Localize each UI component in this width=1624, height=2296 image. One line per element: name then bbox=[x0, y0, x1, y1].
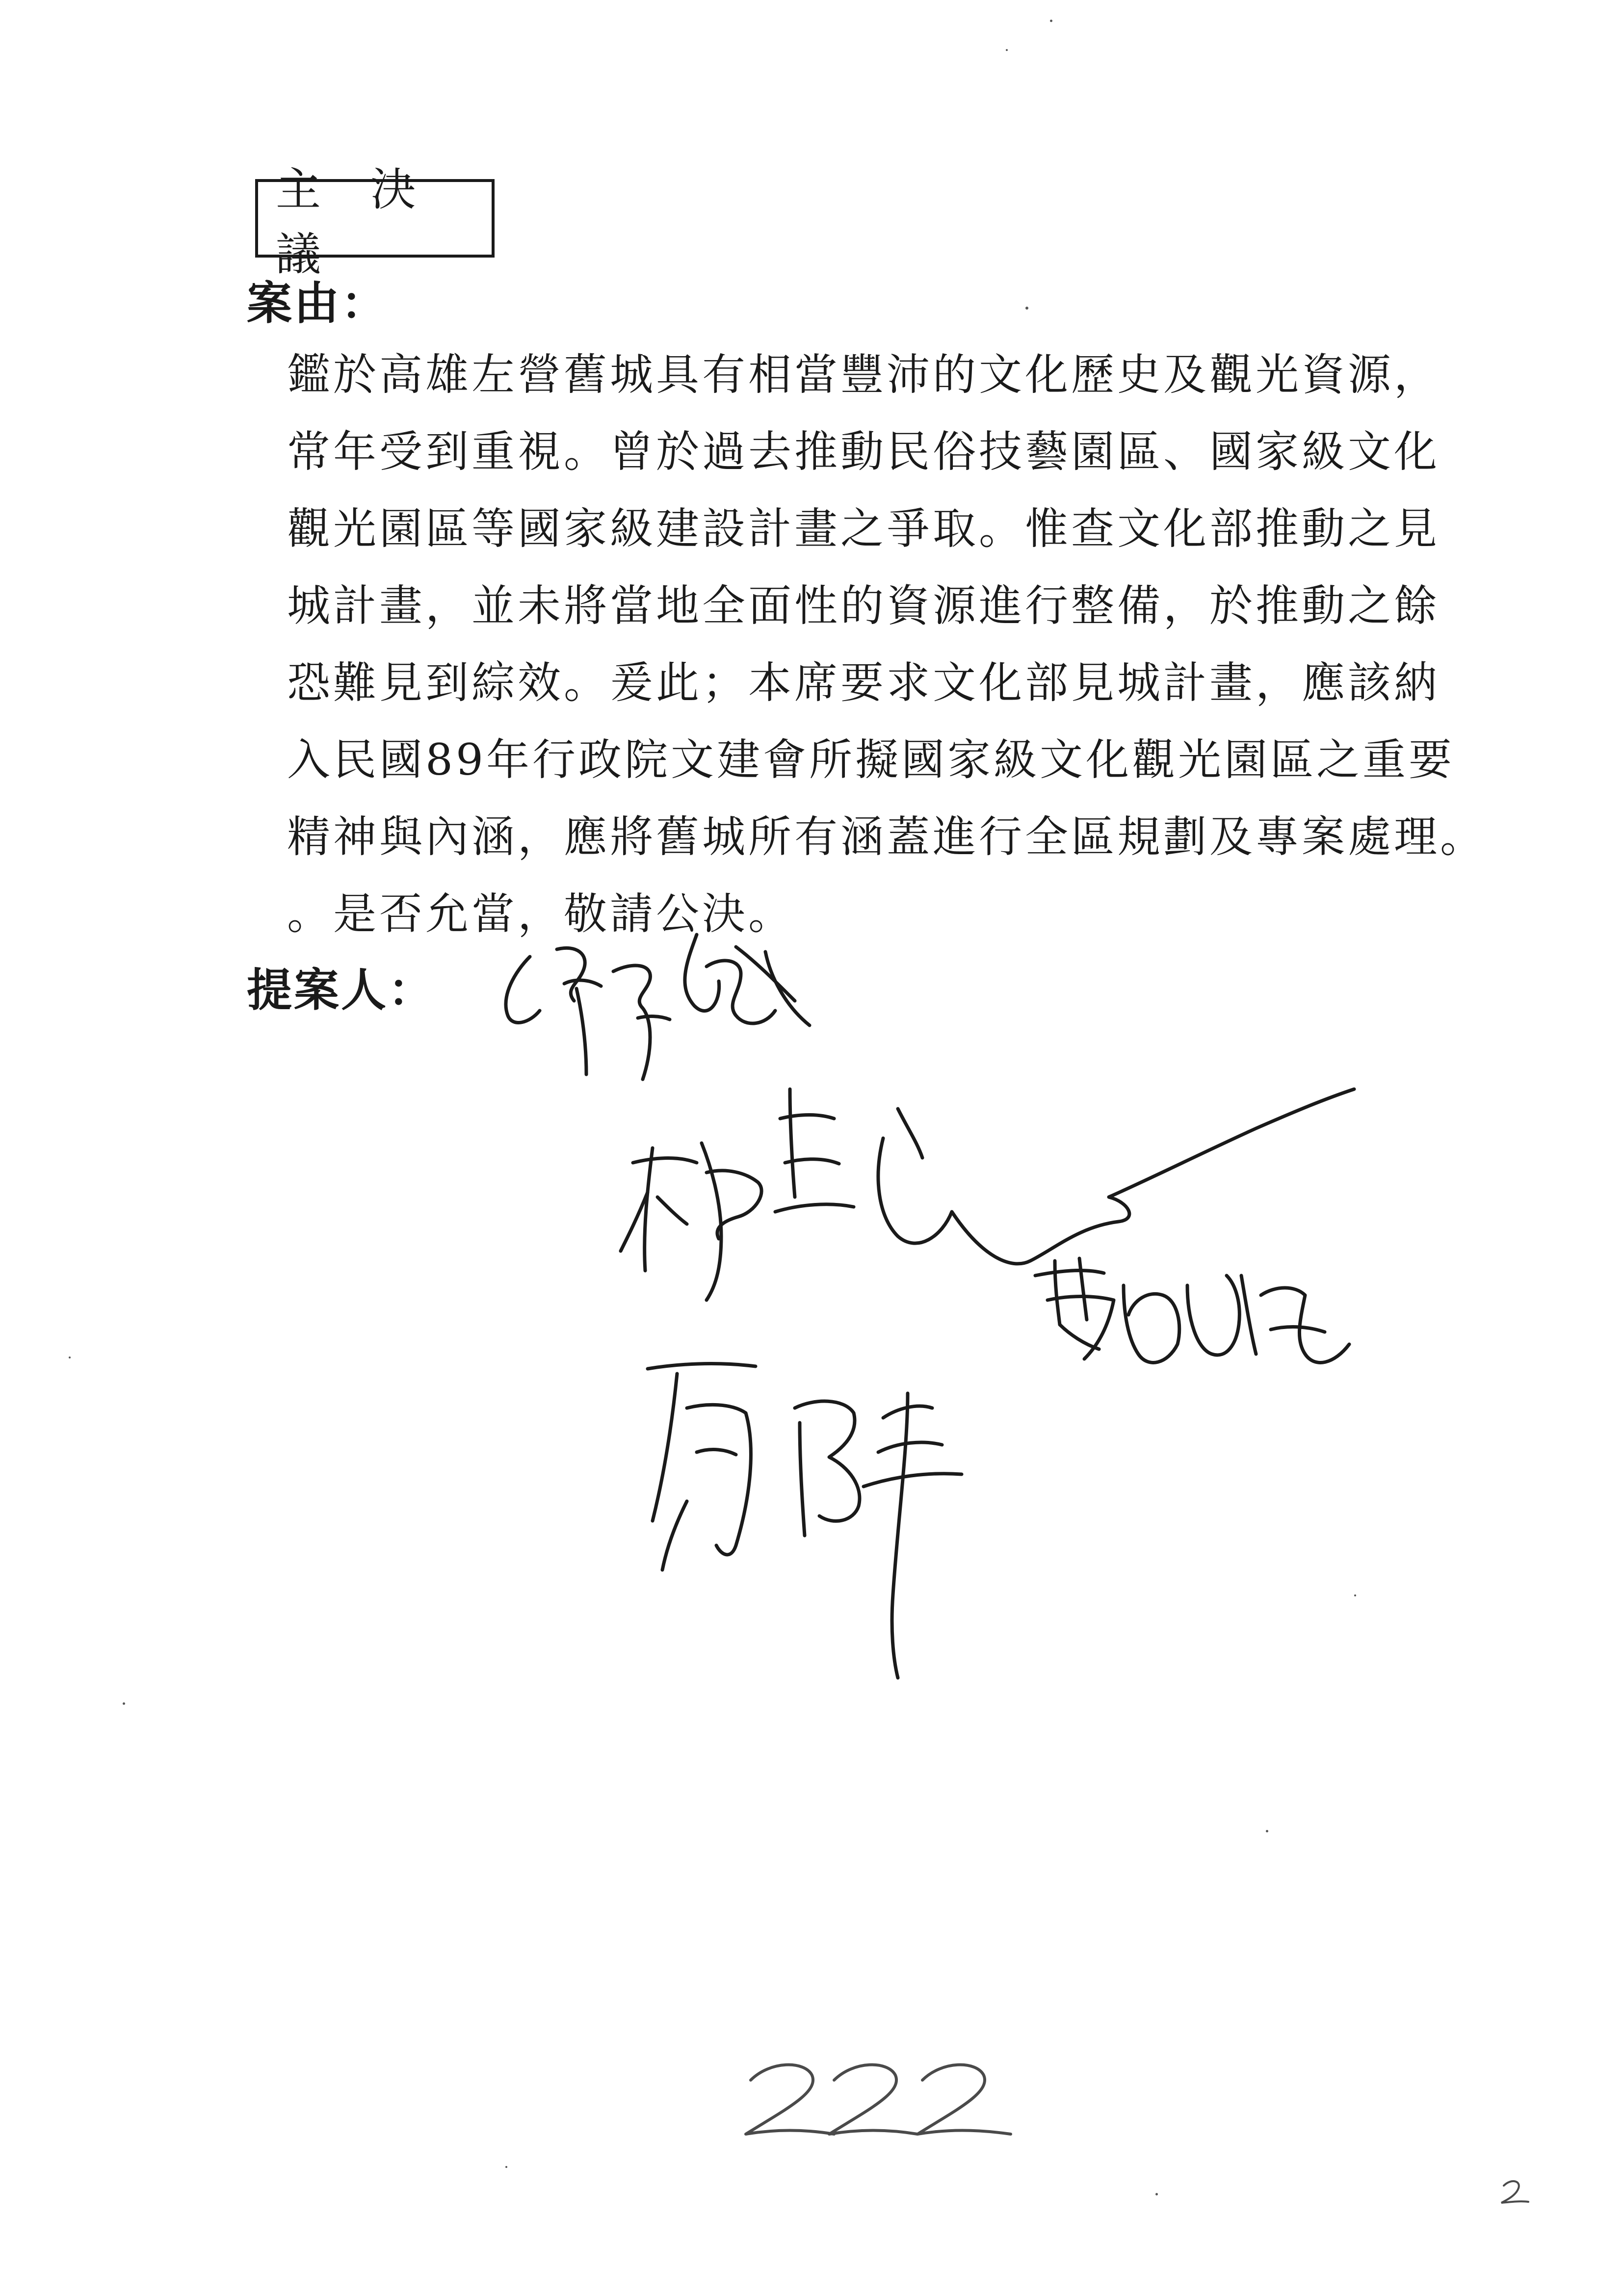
scan-speck bbox=[69, 1357, 71, 1358]
scan-speck bbox=[505, 2166, 507, 2168]
handwritten-page-number-222-icon bbox=[746, 2065, 1011, 2134]
proposer-label: 提案人： bbox=[247, 964, 436, 1017]
main-resolution-title-box: 主 決 議 bbox=[255, 179, 495, 258]
scan-speck bbox=[1155, 2193, 1158, 2195]
body-line: 城計畫，並未將當地全面性的資源進行整備，於推動之餘 bbox=[287, 580, 1441, 631]
handwritten-signature-4-icon bbox=[648, 1364, 962, 1678]
handwritten-signature-3-icon bbox=[1035, 1258, 1349, 1362]
body-line: 觀光園區等國家級建設計畫之爭取。惟查文化部推動之見 bbox=[287, 503, 1441, 554]
body-line: 。是否允當，敬請公決。 bbox=[287, 888, 795, 939]
case-reason-label: 案由： bbox=[247, 277, 389, 330]
body-line: 常年受到重視。曾於過去推動民俗技藝園區、國家級文化 bbox=[287, 426, 1441, 477]
scan-speck bbox=[1266, 1830, 1268, 1832]
handwritten-signature-1-icon bbox=[506, 935, 810, 1079]
scan-speck bbox=[1006, 49, 1008, 51]
scan-speck bbox=[1025, 307, 1028, 310]
handwritten-signature-2-icon bbox=[621, 1089, 1354, 1300]
scan-speck bbox=[1050, 20, 1052, 22]
body-line: 鑑於高雄左營舊城具有相當豐沛的文化歷史及觀光資源， bbox=[287, 349, 1441, 400]
case-reason-body bbox=[287, 336, 1487, 952]
corner-mark-icon bbox=[1501, 2181, 1528, 2203]
scan-speck bbox=[1354, 1594, 1356, 1596]
body-line: 精神與內涵，應將舊城所有涵蓋進行全區規劃及專案處理。 bbox=[287, 811, 1487, 862]
body-line: 入民國89年行政院文建會所擬國家級文化觀光園區之重要 bbox=[287, 734, 1455, 785]
body-line: 恐難見到綜效。爰此；本席要求文化部見城計畫，應該納 bbox=[287, 657, 1441, 708]
scan-speck bbox=[123, 1702, 125, 1705]
